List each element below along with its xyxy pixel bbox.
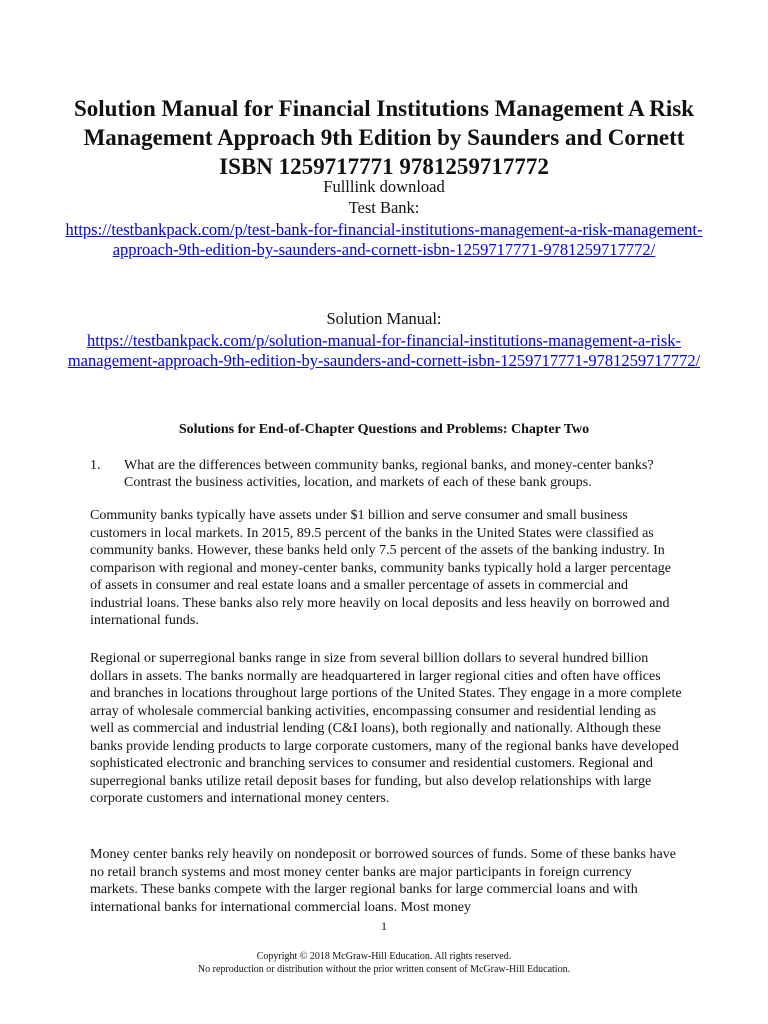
document-title: Solution Manual for Financial Institutions Management A Risk Management Approach 9th Edition by Saunders and Cornett ISBN 1259717771 9781259717772 (73, 96, 695, 179)
test-bank-label: Test Bank: (348, 198, 420, 217)
answer-paragraph-money-center-banks: Money center banks rely heavily on nondeposit or borrowed sources of funds. Some of these banks have no retail branch systems and most money center banks are major participants in foreign currency markets. These banks compete with the larger regional banks for large commercial loans and with international banks for international commercial loans. Most money (90, 847, 676, 915)
chapter-heading: Solutions for End-of-Chapter Questions and Problems: Chapter Two (178, 422, 590, 437)
footer-notice: No reproduction or distribution without the prior written consent of McGraw-Hill Education. (197, 964, 571, 975)
answer-paragraph-community-banks: Community banks typically have assets under $1 billion and serve consumer and small business customers in local markets. In 2015, 89.5 percent of the banks in the United States were classified as community banks. However, these banks held only 7.5 percent of the assets of the banking industry. In comparison with regional and money-center banks, community banks typically hold a larger percentage of assets in consumer and real estate loans and a smaller percentage of assets in commercial and industrial loans. These banks also rely more heavily on local deposits and less heavily on borrowed and international funds. (90, 508, 671, 628)
page-number: 1 (381, 919, 387, 933)
fulllink-label: Fulllink download (323, 177, 445, 196)
question-number: 1. (90, 458, 101, 473)
answer-paragraph-regional-banks: Regional or superregional banks range in size from several billion dollars to several hundred billion dollars in assets. The banks normally are headquartered in larger regional cities and often have offices and branches in locations throughout large portions of the United States. They engage in a more complete array of wholesale commercial banking activities, encompassing consumer and residential lending as well as commercial and industrial lending (C&I loans), both regionally and nationally. Although these banks provide lending products to large corporate customers, many of the regional banks have developed sophisticated electronic and branching services to consumer and residential customers. Regional and superregional banks utilize retail deposit bases for funding, but also develop relationships with large corporate customers and international money centers. (90, 651, 682, 806)
question-text: What are the differences between community banks, regional banks, and money-center banks? Contrast the business activities, location, and markets of each of these bank groups. (124, 458, 654, 490)
test-bank-link[interactable]: https://testbankpack.com/p/test-bank-for-financial-institutions-management-a-risk-management-approach-9th-edition-by-saunders-and-cornett-isbn-1259717771-9781259717772/ (65, 220, 703, 259)
footer-copyright: Copyright © 2018 McGraw-Hill Education. All rights reserved. (256, 951, 512, 962)
solution-manual-link[interactable]: https://testbankpack.com/p/solution-manual-for-financial-institutions-management-a-risk-management-approach-9th-edition-by-saunders-and-cornett-isbn-1259717771-9781259717772/ (67, 331, 701, 370)
solution-manual-label: Solution Manual: (326, 309, 442, 328)
